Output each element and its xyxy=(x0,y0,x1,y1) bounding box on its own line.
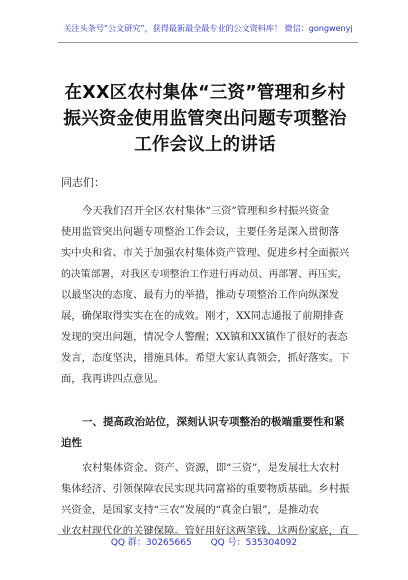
paragraph-line: 以最坚决的态度、最有力的举措，推动专项整治工作向纵深发 xyxy=(61,289,340,301)
paragraph-line: 农村集体资金、资产、资源，即“三资”，是发展壮大农村 xyxy=(82,462,340,474)
footer-divider xyxy=(58,534,358,535)
paragraph-line: 发现的突出问题，情况令人警醒；XX镇和XX镇作了很好的表态 xyxy=(61,331,348,343)
paragraph-line: 发言，态度坚决，措施具体。希望大家认真领会，抓好落实。下 xyxy=(61,352,350,364)
page-footer xyxy=(0,537,408,549)
footer-qq-number: QQ 号：535304092 xyxy=(210,538,298,548)
title-line: 在XX区农村集体“三资”管理和乡村 xyxy=(64,83,346,103)
heading-line: 一、提高政治站位，深刻认识专项整治的极端重要性和紧 xyxy=(82,416,345,428)
paragraph-line: 面，我再讲四点意见。 xyxy=(61,373,164,385)
title-line: 工作会议上的讲话 xyxy=(134,135,276,155)
footer-qq-group: QQ 群：30265665 xyxy=(110,538,192,548)
paragraph-intro xyxy=(61,201,351,390)
paragraph-line: 集体经济、引领保障农民实现共同富裕的重要物质基础。乡村振 xyxy=(61,483,350,495)
paragraph-line: 使用监管突出问题专项整治工作会议，主要任务是深入贯彻落 xyxy=(61,226,340,238)
header-promo-text: 关注头条号“公文研究”，获得最新最全最专业的公文资料库！ 微信：gongwenyj xyxy=(63,23,353,33)
paragraph-line: 展，确保取得实实在在的成效。刚才，XX同志通报了前期排查 xyxy=(61,310,344,322)
page-header xyxy=(58,14,358,43)
paragraph-line: 的决策部署，对我区专项整治工作进行再动员、再部署、再压实， xyxy=(61,269,348,280)
document-title xyxy=(40,80,370,158)
title-line: 振兴资金使用监管突出问题专项整治 xyxy=(63,109,347,129)
paragraph-section-1 xyxy=(61,458,351,542)
heading-line: 迫性 xyxy=(61,437,82,449)
paragraph-line: 业农村现代化的关键保障。管好用好这两笔钱、这两份家底，直 xyxy=(61,525,350,537)
paragraph-line: 兴资金，是国家支持“三农”发展的“真金白银”，是推动农 xyxy=(61,504,319,516)
paragraph-line: 今天我们召开全区农村集体“三资”管理和乡村振兴资金 xyxy=(82,205,330,217)
paragraph-line: 实中央和省、市关于加强农村集体资产管理、促进乡村全面振兴 xyxy=(61,247,350,259)
salutation: 同志们： xyxy=(61,176,105,189)
section-heading-1 xyxy=(61,412,351,454)
